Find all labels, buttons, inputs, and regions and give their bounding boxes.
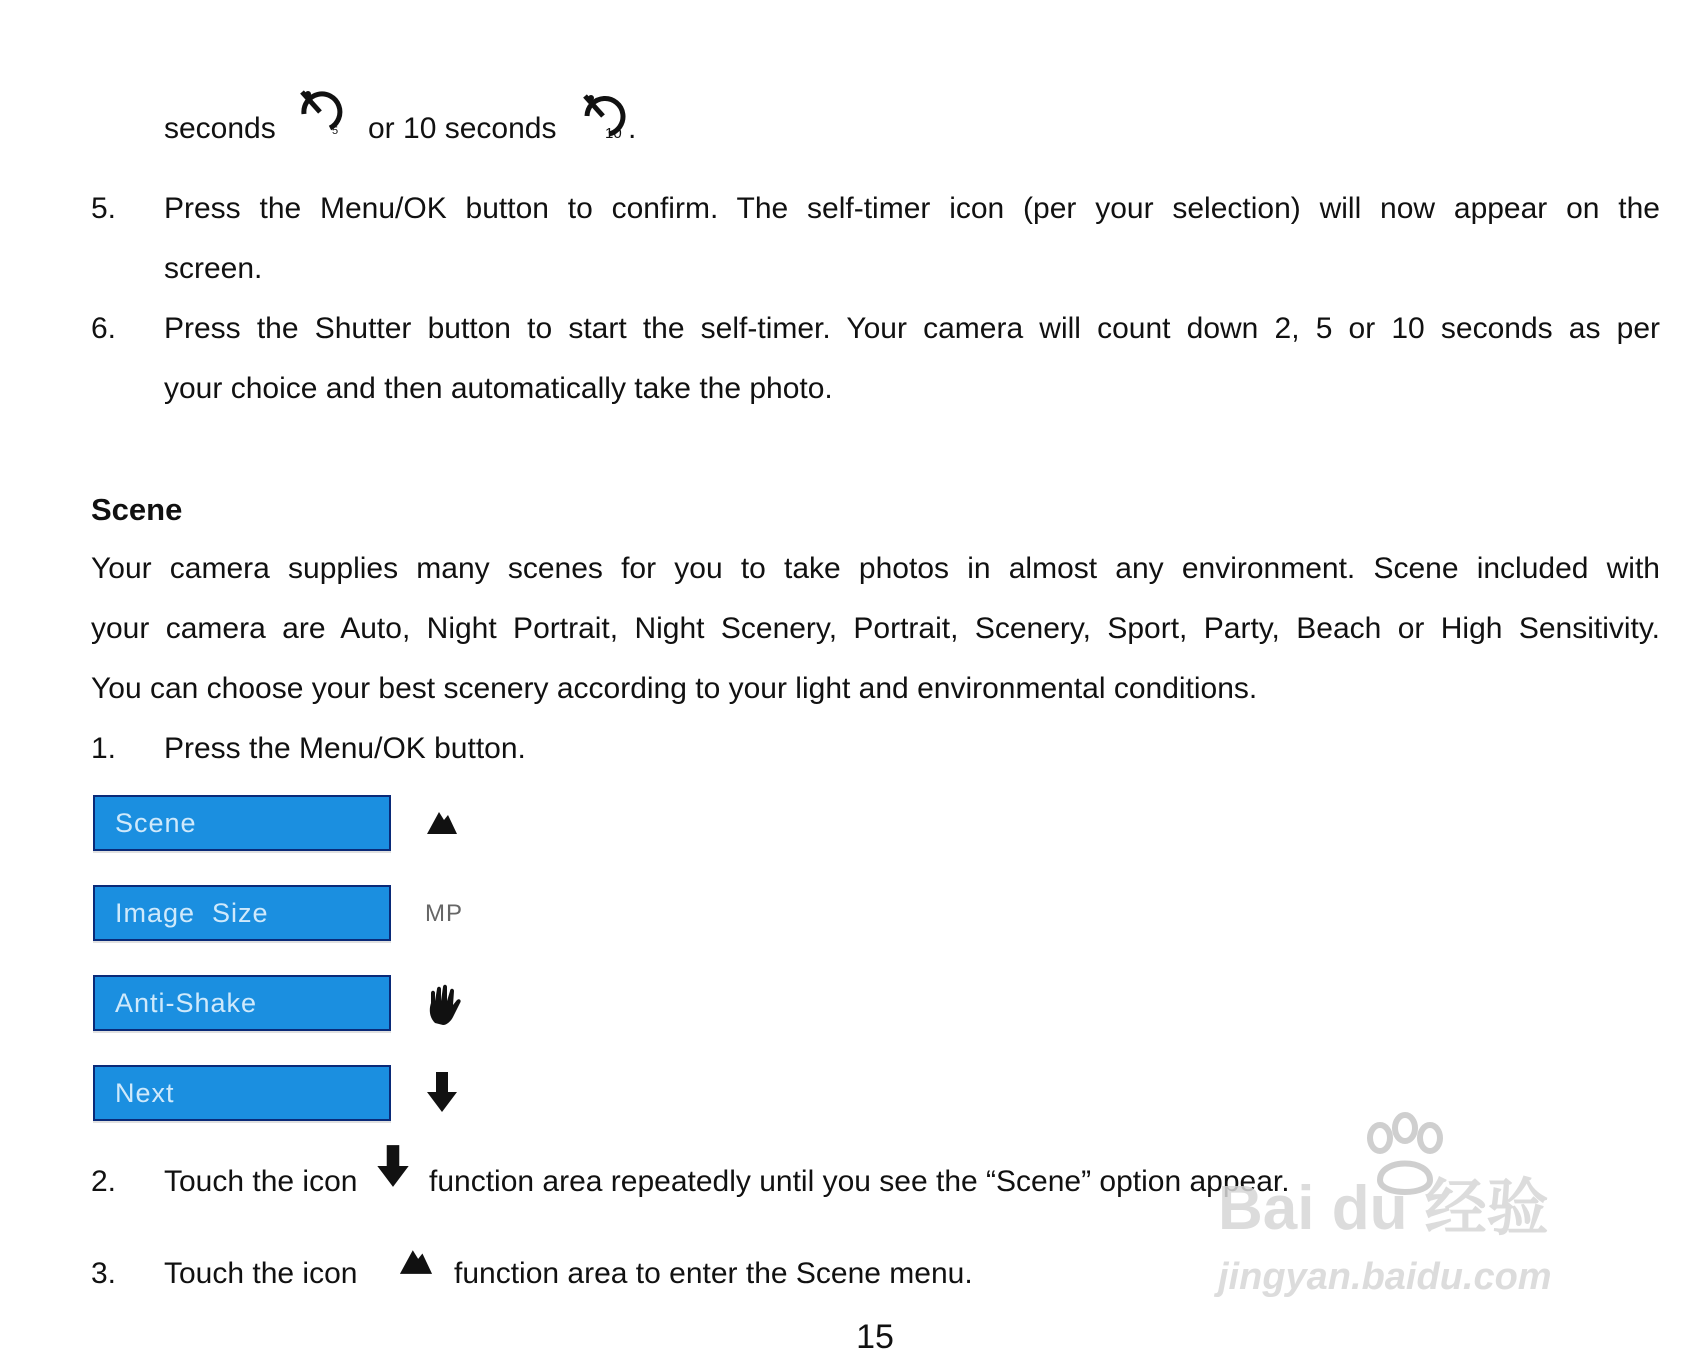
down-arrow-icon	[374, 1143, 412, 1197]
scene-para-line2: your camera are Auto, Night Portrait, Night Scenery, Portrait, Scenery, Sport, Party, Beach or High Sensitivity.	[91, 612, 1660, 645]
menu-item-image-size[interactable]	[93, 885, 391, 941]
step-5-number: 5.	[91, 192, 117, 225]
mountain-icon	[397, 1246, 435, 1284]
step-1-text: Press the Menu/OK button.	[164, 732, 526, 765]
step-6-line2: your choice and then automatically take the photo.	[164, 372, 833, 405]
step-5-line2: screen.	[164, 252, 263, 285]
scene-para-line3: You can choose your best scenery according to your light and environmental conditions.	[91, 672, 1258, 705]
or-ten-seconds-text: or 10 seconds	[368, 112, 557, 145]
image-size-label: Image Size	[115, 897, 269, 928]
step-3-after: function area to enter the Scene menu.	[454, 1257, 973, 1290]
self-timer-5-icon	[290, 84, 350, 148]
or-ten-seconds-label	[368, 112, 556, 146]
step-3-before: Touch the icon	[164, 1257, 358, 1290]
seconds-label: seconds	[164, 112, 276, 145]
watermark-url: jingyan.baidu.com	[1218, 1256, 1552, 1298]
scene-para-line1: Your camera supplies many scenes for you to take photos in almost any environment. Scene included with	[91, 552, 1660, 585]
step-2-number: 2.	[91, 1165, 117, 1198]
down-arrow-icon	[425, 1070, 459, 1122]
watermark-brand-text: Bai du 经验	[1218, 1174, 1549, 1243]
step-6-number: 6.	[91, 312, 117, 345]
step-5-line1: Press the Menu/OK button to confirm. The self-timer icon (per your selection) will now appear on the	[164, 192, 1660, 225]
mountain-icon	[425, 808, 459, 844]
step-6-line1: Press the Shutter button to start the self-timer. Your camera will count down 2, 5 or 10 seconds as per	[164, 312, 1660, 345]
menu-item-scene[interactable]: Scene	[93, 795, 391, 851]
timer-options-line	[164, 112, 276, 146]
paw-logo-icon	[1350, 1110, 1460, 1208]
timer5-digit: 5	[332, 125, 339, 137]
hand-icon	[425, 983, 465, 1035]
step-2-after: function area repeatedly until you see the “Scene” option appear.	[429, 1165, 1290, 1198]
mp-label: MP	[425, 900, 463, 927]
period: .	[628, 112, 637, 145]
step-1-number: 1.	[91, 732, 117, 765]
section-heading-scene: Scene	[91, 492, 183, 527]
timer10-digit: 10	[605, 125, 622, 142]
menu-item-anti-shake[interactable]: Anti-Shake	[93, 975, 391, 1031]
step-3-number: 3.	[91, 1257, 117, 1290]
page-number: 15	[856, 1318, 894, 1356]
step-2-before: Touch the icon	[164, 1165, 358, 1198]
menu-item-next[interactable]: Next	[93, 1065, 391, 1121]
